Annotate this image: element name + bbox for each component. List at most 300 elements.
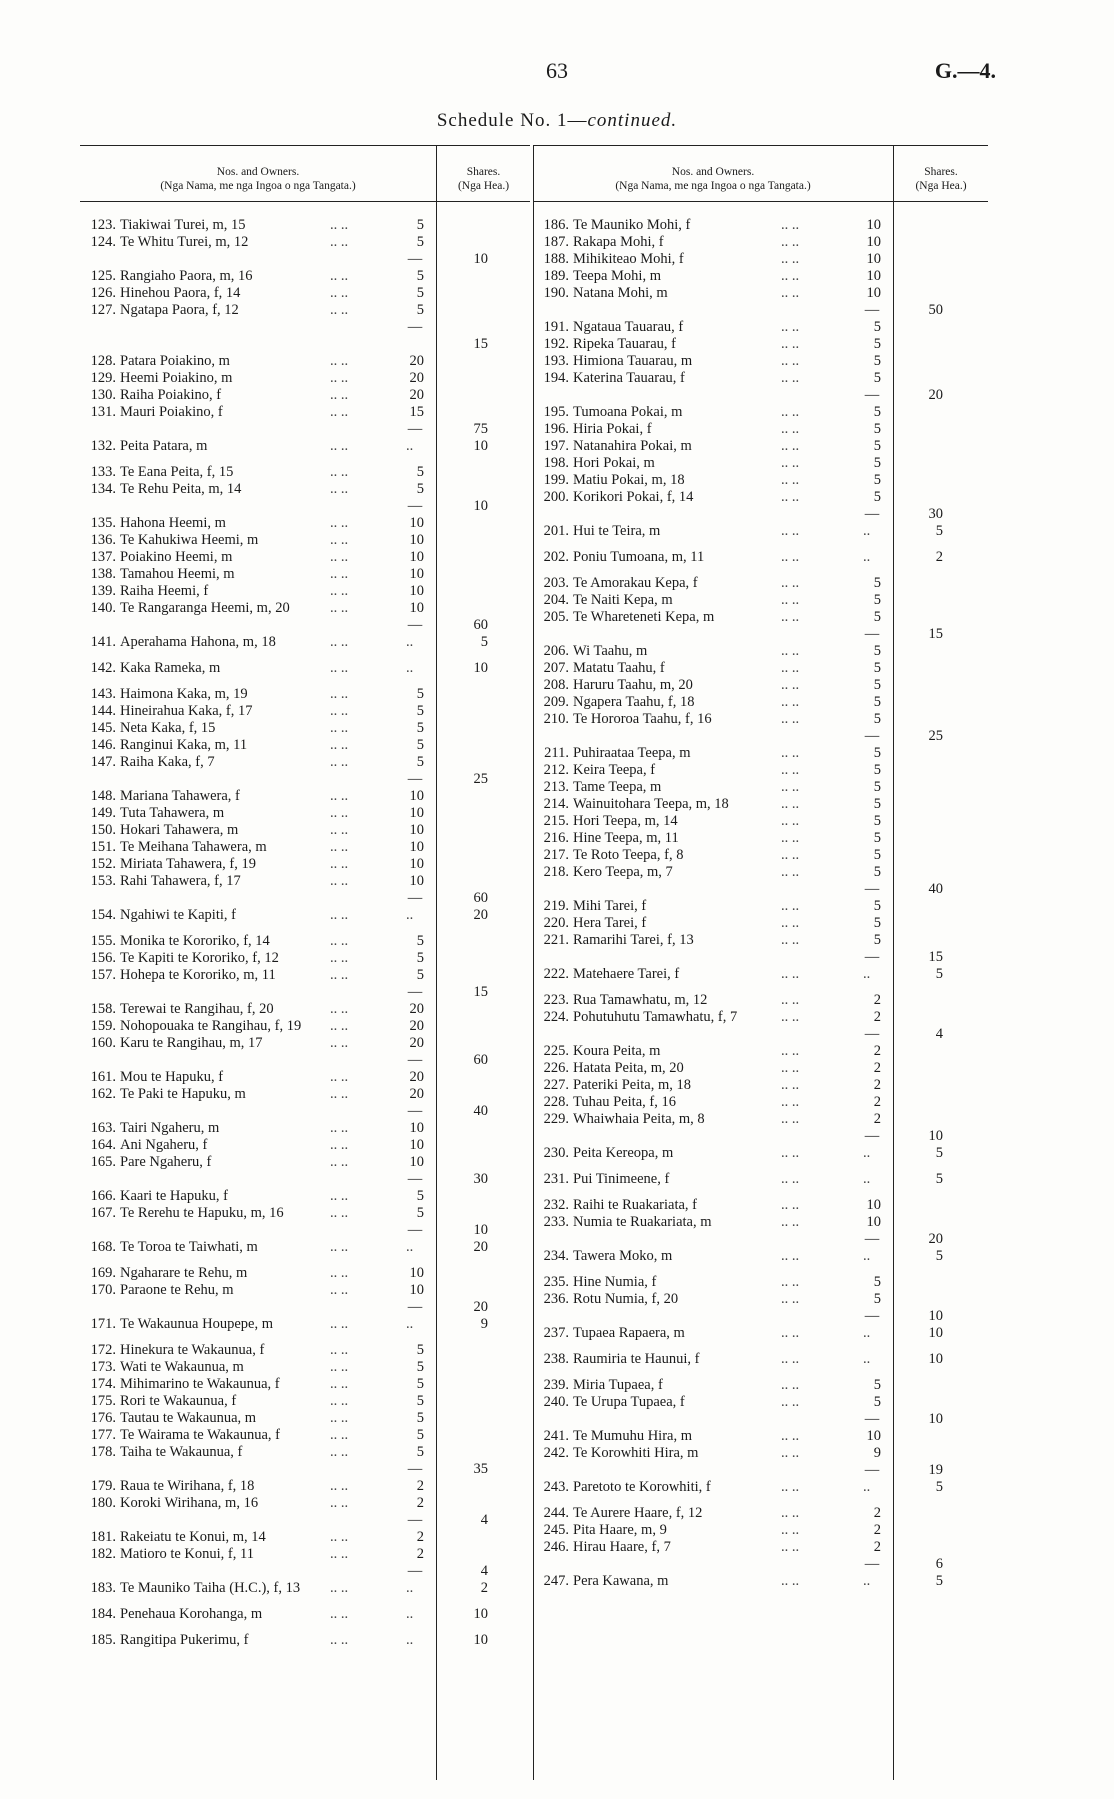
share-value: 10 (409, 1265, 424, 1281)
share-value: 5 (873, 762, 881, 778)
leader-dots: .. .. (330, 660, 349, 676)
owner-entry (533, 1539, 988, 1556)
entry-number: 129. (90, 370, 116, 386)
share-value: 5 (873, 336, 881, 352)
subtotal-row (80, 890, 530, 907)
subtotal-row (80, 251, 530, 268)
owner-entry (533, 966, 988, 983)
owner-entry (533, 992, 988, 1009)
owner-name: Tumoana Pokai, m (573, 404, 683, 420)
group-total: 5 (935, 1573, 943, 1589)
subtotal-row (80, 1222, 530, 1239)
entry-number: 239. (543, 1377, 569, 1393)
subtotal-row (80, 319, 530, 336)
leader-dots: .. .. (330, 822, 349, 838)
share-value: 10 (409, 515, 424, 531)
owner-entry (80, 1120, 530, 1137)
leader-dots: .. (863, 1325, 871, 1341)
shares-header (894, 165, 988, 193)
leader-dots: .. .. (781, 1060, 800, 1076)
share-value: 5 (873, 472, 881, 488)
left-entries (80, 217, 530, 1780)
owner-entry (533, 1197, 988, 1214)
owner-entry (80, 1205, 530, 1222)
subtotal-row (80, 984, 530, 1001)
share-value: 20 (409, 1069, 424, 1085)
owner-name: Hui te Teira, m (573, 523, 661, 539)
entry-number: 199. (543, 472, 569, 488)
leader-dots: .. .. (330, 370, 349, 386)
share-value: 5 (416, 217, 424, 233)
entry-number: 172. (90, 1342, 116, 1358)
share-value: 20 (409, 1001, 424, 1017)
right-column-table (533, 145, 988, 1780)
owner-name: Tiakiwai Turei, m, 15 (120, 217, 246, 233)
leader-dots: .. .. (330, 703, 349, 719)
leader-dots: .. .. (781, 762, 800, 778)
owner-entry (80, 481, 530, 498)
owner-name: Pui Tinimeene, f (573, 1171, 670, 1187)
leader-dots: .. .. (330, 1410, 349, 1426)
leader-dots: .. .. (781, 1351, 800, 1367)
header-rule (533, 201, 988, 202)
share-value: 5 (416, 464, 424, 480)
entry-number: 124. (90, 234, 116, 250)
leader-dots: .. .. (781, 966, 800, 982)
owner-entry (80, 583, 530, 600)
leader-dots: .. .. (330, 1359, 349, 1375)
leader-dots: .. .. (330, 566, 349, 582)
entry-number: 230. (543, 1145, 569, 1161)
owner-entry (80, 1546, 530, 1563)
leader-dots: .. .. (330, 1478, 349, 1494)
owner-name: Mariana Tahawera, f (120, 788, 240, 804)
entry-number: 238. (543, 1351, 569, 1367)
owner-name: Te Meihana Tahawera, m (120, 839, 267, 855)
leader-dots: .. .. (781, 1394, 800, 1410)
share-value: 10 (409, 600, 424, 616)
owner-entry (80, 703, 530, 720)
owner-name: Aperahama Hahona, m, 18 (120, 634, 276, 650)
subtotal-row (533, 506, 988, 523)
entry-number: 137. (90, 549, 116, 565)
share-value: 5 (416, 1205, 424, 1221)
subtotal-dash: — (407, 421, 423, 437)
owner-name: Rangitipa Pukerimu, f (120, 1632, 249, 1648)
subtotal-row (80, 771, 530, 788)
group-total: 40 (928, 881, 943, 897)
share-value: 10 (866, 251, 881, 267)
owner-entry (533, 523, 988, 540)
leader-dots: .. .. (330, 583, 349, 599)
subtotal-row (533, 1231, 988, 1248)
share-value: 10 (866, 285, 881, 301)
owner-name: Te Hororoa Taahu, f, 16 (573, 711, 712, 727)
share-value: 5 (416, 933, 424, 949)
owner-name: Taiha te Wakaunua, f (120, 1444, 243, 1460)
leader-dots: .. .. (330, 515, 349, 531)
share-value: 5 (416, 1393, 424, 1409)
entry-number: 207. (543, 660, 569, 676)
share-value: 5 (873, 796, 881, 812)
owner-name: Karu te Rangihau, m, 17 (120, 1035, 263, 1051)
group-total: 10 (473, 438, 488, 454)
share-value: 5 (873, 353, 881, 369)
owner-entry (533, 1505, 988, 1522)
owner-entry (533, 779, 988, 796)
owner-entry (533, 370, 988, 387)
owner-name: Te Paki te Hapuku, m (120, 1086, 246, 1102)
share-value: 10 (409, 805, 424, 821)
leader-dots: .. .. (781, 847, 800, 863)
owner-name: Hinekura te Wakaunua, f (120, 1342, 265, 1358)
owner-entry (533, 711, 988, 728)
owner-name: Hiria Pokai, f (573, 421, 652, 437)
share-value: 5 (416, 1376, 424, 1392)
owner-name: Te Kapiti te Kororiko, f, 12 (120, 950, 279, 966)
leader-dots: .. .. (330, 387, 349, 403)
group-total: 15 (473, 984, 488, 1000)
subtotal-dash: — (864, 1128, 880, 1144)
left-column-table (80, 145, 530, 1780)
share-value: 5 (873, 404, 881, 420)
leader-dots: .. .. (781, 898, 800, 914)
share-value: 5 (873, 575, 881, 591)
leader-dots: .. (406, 634, 414, 650)
leader-dots: .. .. (781, 421, 800, 437)
entry-number: 139. (90, 583, 116, 599)
owner-entry (533, 830, 988, 847)
subtotal-row (533, 387, 988, 404)
owner-name: Te Mumuhu Hira, m (573, 1428, 692, 1444)
owner-entry (533, 489, 988, 506)
leader-dots: .. .. (330, 464, 349, 480)
owner-entry (80, 686, 530, 703)
owner-entry (80, 217, 530, 234)
leader-dots: .. .. (330, 1495, 349, 1511)
owner-entry (80, 839, 530, 856)
owner-name: Wi Taahu, m (573, 643, 648, 659)
owner-entry (80, 1529, 530, 1546)
share-value: 5 (873, 813, 881, 829)
subtotal-dash: — (407, 1052, 423, 1068)
owner-name: Nohopouaka te Rangihau, f, 19 (120, 1018, 302, 1034)
owner-name: Ngapera Taahu, f, 18 (573, 694, 695, 710)
leader-dots: .. .. (330, 754, 349, 770)
owner-entry (80, 566, 530, 583)
leader-dots: .. .. (330, 217, 349, 233)
entry-number: 134. (90, 481, 116, 497)
leader-dots: .. .. (781, 1522, 800, 1538)
share-value: 2 (873, 992, 881, 1008)
owner-entry (533, 1145, 988, 1162)
leader-dots: .. .. (330, 1282, 349, 1298)
owner-name: Ngaharare te Rehu, m (120, 1265, 248, 1281)
share-value: 10 (409, 839, 424, 855)
entry-number: 161. (90, 1069, 116, 1085)
subtotal-dash: — (864, 881, 880, 897)
leader-dots: .. .. (781, 1479, 800, 1495)
share-value: 2 (873, 1539, 881, 1555)
leader-dots: .. .. (781, 268, 800, 284)
owner-name: Rua Tamawhatu, m, 12 (573, 992, 708, 1008)
owner-entry (80, 404, 530, 421)
top-rule (80, 145, 530, 146)
leader-dots: .. .. (781, 1111, 800, 1127)
leader-dots: .. (863, 1351, 871, 1367)
group-total: 10 (928, 1325, 943, 1341)
group-total: 10 (473, 251, 488, 267)
owner-name: Koroki Wirihana, m, 16 (120, 1495, 259, 1511)
owner-name: Raua te Wirihana, f, 18 (120, 1478, 255, 1494)
owner-entry (80, 873, 530, 890)
entry-number: 157. (90, 967, 116, 983)
leader-dots: .. (406, 1580, 414, 1596)
share-value: 5 (416, 234, 424, 250)
share-value: 2 (873, 1111, 881, 1127)
owner-entry (533, 745, 988, 762)
leader-dots: .. .. (781, 1428, 800, 1444)
leader-dots: .. .. (330, 1120, 349, 1136)
entry-number: 186. (543, 217, 569, 233)
leader-dots: .. .. (330, 1393, 349, 1409)
owner-name: Rahi Tahawera, f, 17 (120, 873, 241, 889)
owner-entry (533, 1351, 988, 1368)
share-value: 5 (416, 720, 424, 736)
entry-number: 154. (90, 907, 116, 923)
owner-entry (533, 1248, 988, 1265)
subtotal-dash: — (864, 1231, 880, 1247)
owner-entry (533, 455, 988, 472)
leader-dots: .. .. (330, 1376, 349, 1392)
share-value: 10 (409, 566, 424, 582)
owner-entry (80, 1427, 530, 1444)
owner-name: Hineirahua Kaka, f, 17 (120, 703, 253, 719)
group-total: 20 (473, 1299, 488, 1315)
entry-number: 182. (90, 1546, 116, 1562)
leader-dots: .. .. (781, 992, 800, 1008)
entry-number: 210. (543, 711, 569, 727)
owner-name: Rangiaho Paora, m, 16 (120, 268, 253, 284)
owner-entry (80, 1632, 530, 1649)
owner-name: Tamahou Heemi, m (120, 566, 235, 582)
owner-entry (533, 677, 988, 694)
share-value: 5 (416, 302, 424, 318)
owner-name: Matioro te Konui, f, 11 (120, 1546, 254, 1562)
entry-number: 189. (543, 268, 569, 284)
entry-number: 195. (543, 404, 569, 420)
subtotal-row (533, 626, 988, 643)
leader-dots: .. .. (330, 967, 349, 983)
owner-entry (533, 1214, 988, 1231)
entry-number: 235. (543, 1274, 569, 1290)
owner-entry (80, 737, 530, 754)
share-value: 10 (866, 217, 881, 233)
group-total: 2 (480, 1580, 488, 1596)
shares-header-maori: (Nga Hea.) (915, 180, 967, 192)
owner-name: Korikori Pokai, f, 14 (573, 489, 694, 505)
entry-number: 174. (90, 1376, 116, 1392)
subtotal-dash: — (407, 319, 423, 335)
leader-dots: .. .. (781, 1171, 800, 1187)
share-value: 5 (873, 898, 881, 914)
share-value: 5 (873, 677, 881, 693)
owner-name: Wainuitohara Teepa, m, 18 (573, 796, 729, 812)
leader-dots: .. .. (781, 813, 800, 829)
subtotal-dash: — (407, 251, 423, 267)
group-total: 75 (473, 421, 488, 437)
group-total: 25 (928, 728, 943, 744)
share-value: 5 (416, 1359, 424, 1375)
group-total: 5 (935, 1248, 943, 1264)
owner-entry (533, 353, 988, 370)
group-total: 30 (928, 506, 943, 522)
share-value: 5 (873, 609, 881, 625)
leader-dots: .. .. (330, 1580, 349, 1596)
share-value: 5 (873, 711, 881, 727)
owner-entry (533, 932, 988, 949)
subtotal-row (80, 1563, 530, 1580)
entry-number: 165. (90, 1154, 116, 1170)
share-value: 5 (873, 694, 881, 710)
leader-dots: .. .. (330, 600, 349, 616)
leader-dots: .. .. (330, 1606, 349, 1622)
owner-name: Ramarihi Tarei, f, 13 (573, 932, 694, 948)
owner-entry (80, 1359, 530, 1376)
owner-name: Poniu Tumoana, m, 11 (573, 549, 705, 565)
leader-dots: .. .. (330, 1239, 349, 1255)
entry-number: 213. (543, 779, 569, 795)
share-value: 5 (873, 643, 881, 659)
share-value: 2 (873, 1094, 881, 1110)
entry-number: 126. (90, 285, 116, 301)
entry-number: 194. (543, 370, 569, 386)
subtotal-row (533, 302, 988, 319)
leader-dots: .. .. (330, 234, 349, 250)
owner-name: Poiakino Heemi, m (120, 549, 233, 565)
owner-entry (80, 532, 530, 549)
owner-name: Hine Numia, f (573, 1274, 657, 1290)
share-value: 5 (416, 686, 424, 702)
share-value: 5 (873, 438, 881, 454)
entry-number: 133. (90, 464, 116, 480)
leader-dots: .. (863, 1479, 871, 1495)
share-value: 10 (409, 788, 424, 804)
leader-dots: .. .. (330, 438, 349, 454)
owner-entry (80, 967, 530, 984)
owner-entry (80, 933, 530, 950)
subtotal-dash: — (864, 387, 880, 403)
entry-number: 125. (90, 268, 116, 284)
entry-number: 147. (90, 754, 116, 770)
group-total: 6 (935, 1556, 943, 1572)
subtotal-row (533, 1308, 988, 1325)
share-value: 20 (409, 387, 424, 403)
share-value: 5 (873, 847, 881, 863)
owner-name: Penehaua Korohanga, m (120, 1606, 263, 1622)
share-value: 5 (873, 319, 881, 335)
entry-number: 148. (90, 788, 116, 804)
entry-number: 219. (543, 898, 569, 914)
group-total: 60 (473, 617, 488, 633)
share-value: 5 (416, 1342, 424, 1358)
entry-number: 216. (543, 830, 569, 846)
owner-entry (80, 1188, 530, 1205)
owner-entry (80, 822, 530, 839)
leader-dots: .. .. (781, 1009, 800, 1025)
leader-dots: .. .. (781, 796, 800, 812)
leader-dots: .. (863, 549, 871, 565)
entry-number: 128. (90, 353, 116, 369)
leader-dots: .. .. (330, 933, 349, 949)
owner-name: Rotu Numia, f, 20 (573, 1291, 679, 1307)
entry-number: 156. (90, 950, 116, 966)
entry-number: 232. (543, 1197, 569, 1213)
owner-entry (80, 1580, 530, 1597)
owner-entry (80, 1239, 530, 1256)
owner-entry (80, 353, 530, 370)
owner-name: Rakapa Mohi, f (573, 234, 664, 250)
leader-dots: .. .. (781, 609, 800, 625)
owner-entry (80, 1137, 530, 1154)
subtotal-dash: — (407, 890, 423, 906)
leader-dots: .. .. (781, 575, 800, 591)
entry-number: 167. (90, 1205, 116, 1221)
owner-name: Rori te Wakaunua, f (120, 1393, 237, 1409)
owner-entry (80, 1265, 530, 1282)
owner-name: Keira Teepa, f (573, 762, 656, 778)
group-total: 40 (473, 1103, 488, 1119)
group-total: 60 (473, 890, 488, 906)
leader-dots: .. .. (330, 856, 349, 872)
owner-name: Hori Teepa, m, 14 (573, 813, 678, 829)
leader-dots: .. .. (781, 549, 800, 565)
share-value: 9 (873, 1445, 881, 1461)
top-rule (533, 145, 988, 146)
owner-name: Hera Tarei, f (573, 915, 647, 931)
entry-number: 176. (90, 1410, 116, 1426)
owner-entry (533, 1111, 988, 1128)
group-total: 10 (473, 660, 488, 676)
leader-dots: .. .. (781, 455, 800, 471)
group-total: 5 (935, 523, 943, 539)
entry-number: 159. (90, 1018, 116, 1034)
leader-dots: .. .. (330, 1632, 349, 1648)
owner-name: Te Rehu Peita, m, 14 (120, 481, 242, 497)
group-total: 20 (473, 907, 488, 923)
share-value: 10 (409, 856, 424, 872)
group-total: 9 (480, 1316, 488, 1332)
leader-dots: .. .. (781, 1539, 800, 1555)
entry-number: 244. (543, 1505, 569, 1521)
owner-name: Mihikiteao Mohi, f (573, 251, 684, 267)
owner-name: Terewai te Rangihau, f, 20 (120, 1001, 274, 1017)
owner-entry (80, 856, 530, 873)
share-value: 5 (416, 967, 424, 983)
leader-dots: .. .. (330, 1018, 349, 1034)
group-total: 20 (928, 1231, 943, 1247)
shares-header-maori: (Nga Hea.) (457, 180, 510, 192)
owner-entry (80, 1495, 530, 1512)
owner-entry (533, 1325, 988, 1342)
subtotal-dash: — (864, 1026, 880, 1042)
owner-entry (533, 404, 988, 421)
leader-dots: .. .. (781, 592, 800, 608)
leader-dots: .. .. (781, 1077, 800, 1093)
owner-entry (80, 387, 530, 404)
leader-dots: .. .. (781, 1043, 800, 1059)
group-total: 5 (935, 1171, 943, 1187)
